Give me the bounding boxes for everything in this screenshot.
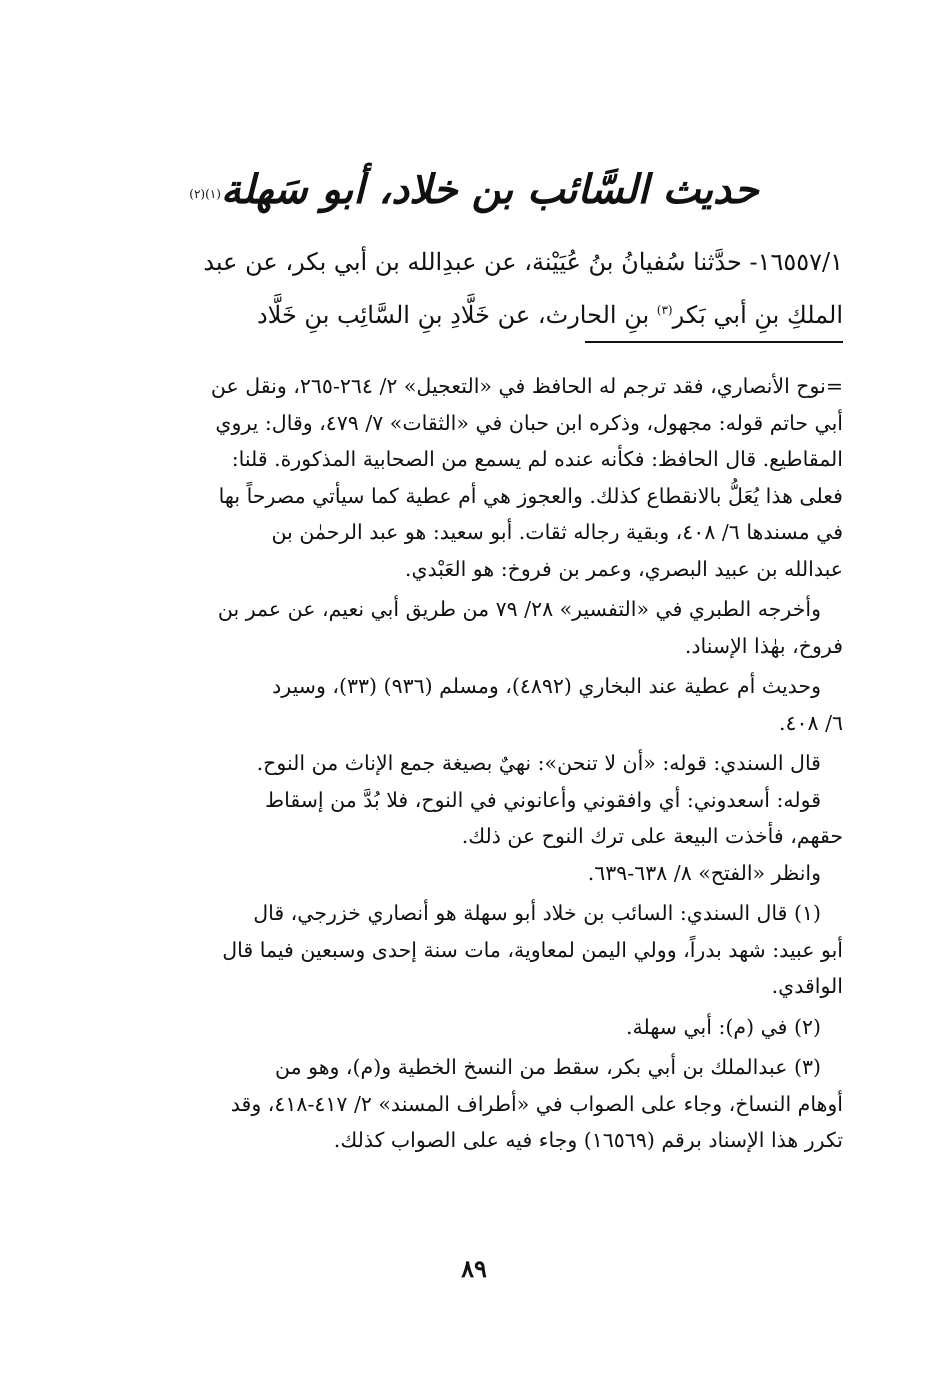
note-line: وأخرجه الطبري في «التفسير» ٢٨/ ٧٩ من طريق أبي نعيم، عن عمر بن [217, 597, 821, 621]
footnote-marker: (٣) [656, 303, 673, 317]
note-line: حقهم، فأخذت البيعة على ترك النوح عن ذلك. [461, 824, 843, 848]
section-title [0, 160, 948, 220]
footnote-separator [585, 341, 843, 343]
hadith-line: ١٦٥٥٧/١- حدَّثنا سُفيانُ بنُ عُيَيْنة، عن عبدِالله بن أبي بكر، عن عبد [203, 248, 843, 276]
footnote-1: الواقدي. [771, 974, 843, 998]
hadith-line-part: الملكِ بنِ أبي بَكر [672, 301, 843, 329]
note-line: فعلى هذا يُعَلُّ بالانقطاع كذلك. والعجوز هي أم عطية كما سيأتي مصرحاً بها [218, 483, 843, 508]
note-line: =نوح الأنصاري، فقد ترجم له الحافظ في «التعجيل» ٢/ ٢٦٤-٢٦٥، ونقل عن [210, 374, 843, 398]
note-line: المقاطيع. قال الحافظ: فكأنه عنده لم يسمع من الصحابية المذكورة. قلنا: [231, 447, 843, 471]
hadith-text [123, 238, 843, 339]
footnote-1: أبو عبيد: شهد بدراً، وولي اليمن لمعاوية، مات سنة إحدى وسبعين فيما قال [222, 937, 843, 962]
section-title-text: حديث السَّائب بن خلاد، أبو سَهلة [220, 166, 759, 213]
note-line: وحديث أم عطية عند البخاري (٤٨٩٢)، ومسلم (٩٣٦) (٣٣)، وسيرد [272, 674, 821, 698]
note-line: فروخ، بهٰذا الإسناد. [684, 633, 843, 658]
footnote-1: (١) قال السندي: السائب بن خلاد أبو سهلة هو أنصاري خزرجي، قال [253, 901, 821, 925]
note-line: قوله: أسعدوني: أي وافقوني وأعانوني في النوح، فلا بُدَّ من إسقاط [265, 787, 821, 812]
note-line: ٦/ ٤٠٨. [778, 710, 843, 735]
footnote-3: (٣) عبدالملك بن أبي بكر، سقط من النسخ الخطية و(م)، وهو من [275, 1055, 821, 1079]
note-line: في مسندها ٦/ ٤٠٨، وبقية رجاله ثقات. أبو سعيد: هو عبد الرحمٰن بن [271, 520, 843, 544]
note-line: وانظر «الفتح» ٨/ ٦٣٨-٦٣٩. [587, 860, 821, 885]
footnotes [131, 368, 843, 1159]
note-line: عبدالله بن عبيد البصري، وعمر بن فروخ: هو العَبْدي. [404, 556, 843, 581]
page-number: ٨٩ [461, 1254, 487, 1283]
footnote-3: أوهام النساخ، وجاء على الصواب في «أطراف المسند» ٢/ ٤١٧-٤١٨، وقد [230, 1091, 843, 1116]
note-line: قال السندي: قوله: «أن لا تنحن»: نهيٌ بصيغة جمع الإناث من النوح. [256, 751, 821, 775]
footnote-2: (٢) في (م): أبي سهلة. [626, 1014, 821, 1039]
hadith-line-part: بنِ الحارث، عن خَلَّادِ بنِ السَّائِب بنِ خَلَّاد [256, 301, 657, 329]
hadith-line [123, 286, 843, 339]
footnote-marker: (١)(٢) [189, 187, 221, 201]
note-line: أبي حاتم قوله: مجهول، وذكره ابن حبان في «الثقات» ٧/ ٤٧٩، وقال: يروي [215, 410, 843, 435]
footnote-3: تكرر هذا الإسناد برقم (١٦٥٦٩) وجاء فيه على الصواب كذلك. [333, 1128, 843, 1152]
